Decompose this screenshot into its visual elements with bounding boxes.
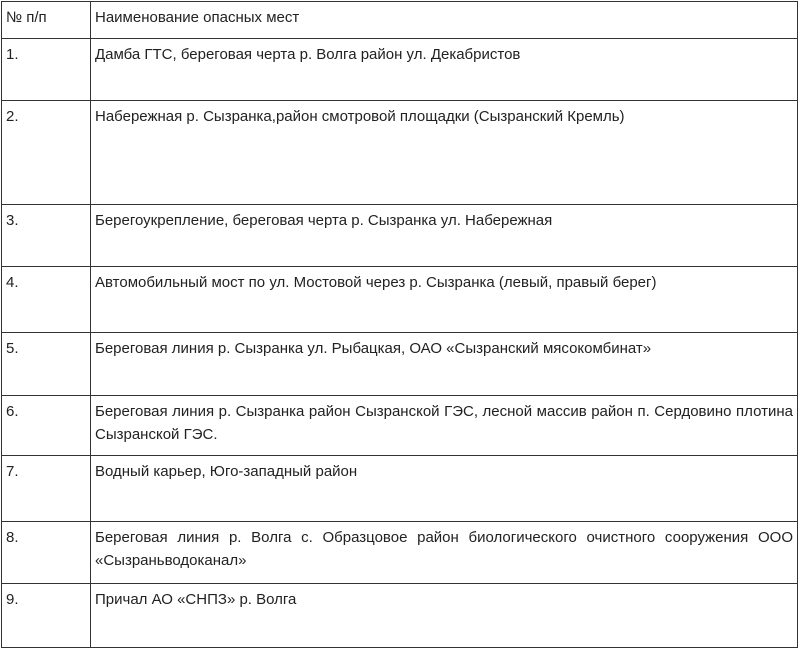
table-row <box>2 584 798 648</box>
row-name: Береговая линия р. Волга с. Образцовое район биологического очистного сооружения ООО «Сызраньводоканал» <box>91 522 798 584</box>
row-name: Береговая линия р. Сызранка ул. Рыбацкая, ОАО «Сызранский мясокомбинат» <box>91 333 798 396</box>
header-number: № п/п <box>2 2 91 39</box>
row-name: Водный карьер, Юго-западный район <box>91 456 798 522</box>
table-row <box>2 267 798 333</box>
row-number: 5. <box>2 333 91 396</box>
table-row <box>2 456 798 522</box>
row-name: Причал АО «СНПЗ» р. Волга <box>91 584 798 648</box>
row-number: 9. <box>2 584 91 648</box>
table-row <box>2 333 798 396</box>
table-row <box>2 39 798 101</box>
row-name: Береговая линия р. Сызранка район Сызранской ГЭС, лесной массив район п. Сердовино плотина Сызранской ГЭС. <box>91 396 798 456</box>
row-name: Автомобильный мост по ул. Мостовой через р. Сызранка (левый, правый берег) <box>91 267 798 333</box>
row-number: 4. <box>2 267 91 333</box>
row-name: Берегоукрепление, береговая черта р. Сызранка ул. Набережная <box>91 205 798 267</box>
table-header-row <box>2 2 798 39</box>
row-name: Дамба ГТС, береговая черта р. Волга район ул. Декабристов <box>91 39 798 101</box>
row-number: 1. <box>2 39 91 101</box>
row-name: Набережная р. Сызранка,район смотровой площадки (Сызранский Кремль) <box>91 101 798 205</box>
row-number: 7. <box>2 456 91 522</box>
header-name: Наименование опасных мест <box>91 2 798 39</box>
table-row <box>2 205 798 267</box>
hazard-places-table <box>1 1 798 648</box>
table-row <box>2 522 798 584</box>
row-number: 6. <box>2 396 91 456</box>
table-row <box>2 101 798 205</box>
row-number: 3. <box>2 205 91 267</box>
row-number: 8. <box>2 522 91 584</box>
row-number: 2. <box>2 101 91 205</box>
table-row <box>2 396 798 456</box>
